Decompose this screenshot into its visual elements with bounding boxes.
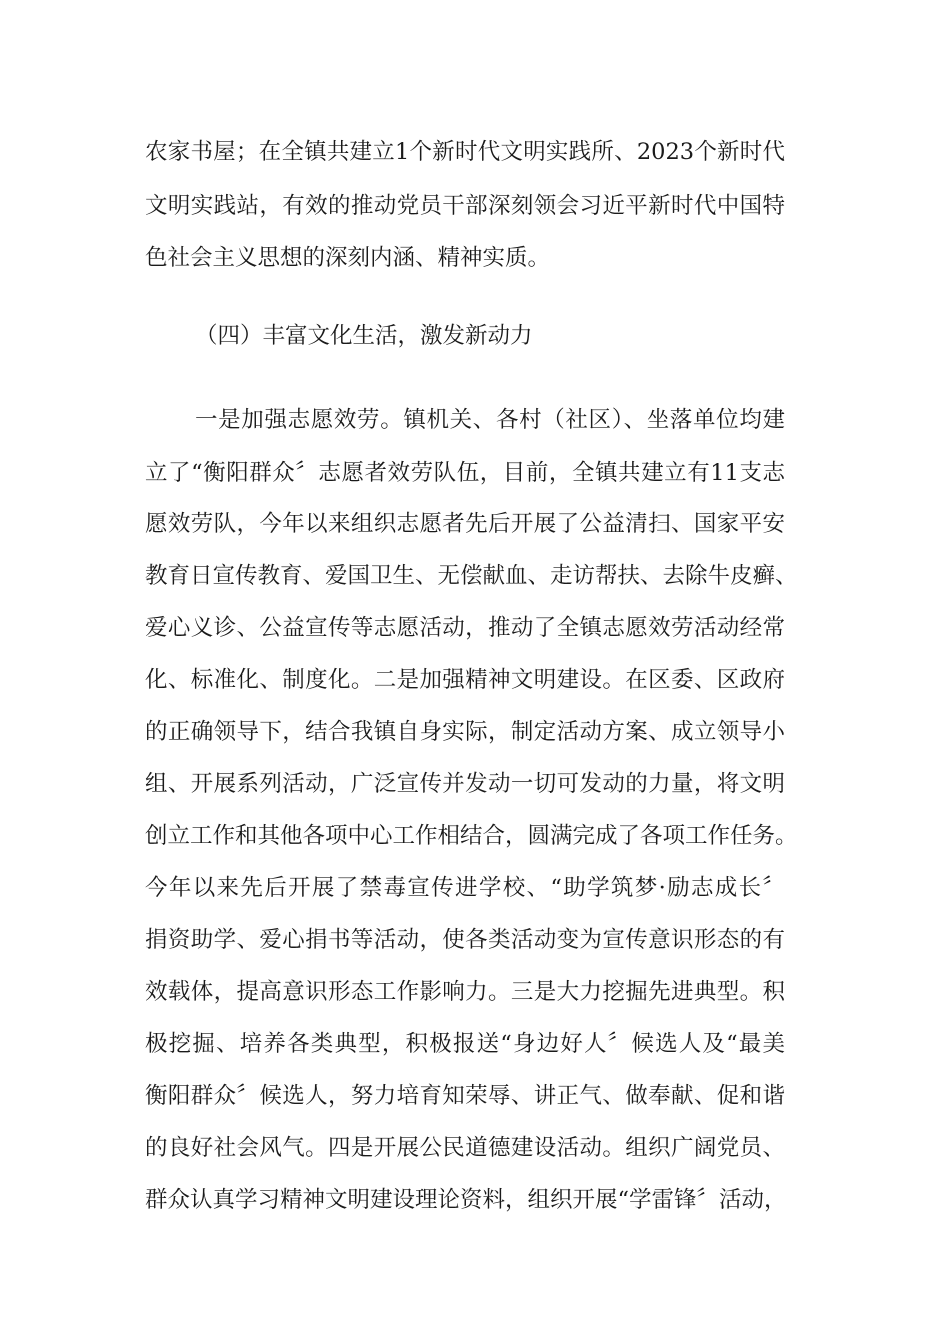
text-line: 立了“衡阳群众〞志愿者效劳队伍，目前，全镇共建立有11支志: [145, 460, 785, 486]
text-line: 农家书屋；在全镇共建立1个新时代文明实践所、2023个新时代: [145, 139, 785, 165]
text-line: 极挖掘、培养各类典型，积极报送“身边好人〞候选人及“最美: [145, 1031, 785, 1057]
text-line: 群众认真学习精神文明建设理论资料，组织开展“学雷锋〞活动，: [145, 1187, 787, 1213]
text-line: 的良好社会风气。四是开展公民道德建设活动。组织广阔党员、: [145, 1135, 785, 1161]
text-line: 创立工作和其他各项中心工作相结合，圆满完成了各项工作任务。: [145, 823, 798, 849]
text-line: 化、标准化、制度化。二是加强精神文明建设。在区委、区政府: [145, 667, 785, 693]
text-line: 爱心义诊、公益宣传等志愿活动，推动了全镇志愿效劳活动经常: [145, 615, 785, 641]
text-line: 色社会主义思想的深刻内涵、精神实质。: [145, 245, 551, 271]
text-line: 愿效劳队，今年以来组织志愿者先后开展了公益清扫、国家平安: [145, 511, 785, 537]
text-line: 衡阳群众〞候选人，努力培育知荣辱、讲正气、做奉献、促和谐: [145, 1083, 785, 1109]
section-heading: （四）丰富文化生活，激发新动力: [195, 323, 533, 349]
text-line: 组、开展系列活动，广泛宣传并发动一切可发动的力量，将文明: [145, 771, 785, 797]
text-line: 文明实践站，有效的推动党员干部深刻领会习近平新时代中国特: [145, 193, 785, 219]
text-line: 的正确领导下，结合我镇自身实际，制定活动方案、成立领导小: [145, 719, 785, 745]
text-line: 教育日宣传教育、爱国卫生、无偿献血、走访帮扶、去除牛皮癣、: [145, 563, 798, 589]
text-line: 效载体，提高意识形态工作影响力。三是大力挖掘先进典型。积: [145, 979, 785, 1005]
text-line: 一是加强志愿效劳。镇机关、各村（社区）、坐落单位均建: [195, 407, 785, 433]
text-line: 捐资助学、爱心捐书等活动，使各类活动变为宣传意识形态的有: [145, 927, 785, 953]
text-line: 今年以来先后开展了禁毒宣传进学校、“助学筑梦·励志成长〞: [145, 875, 785, 901]
